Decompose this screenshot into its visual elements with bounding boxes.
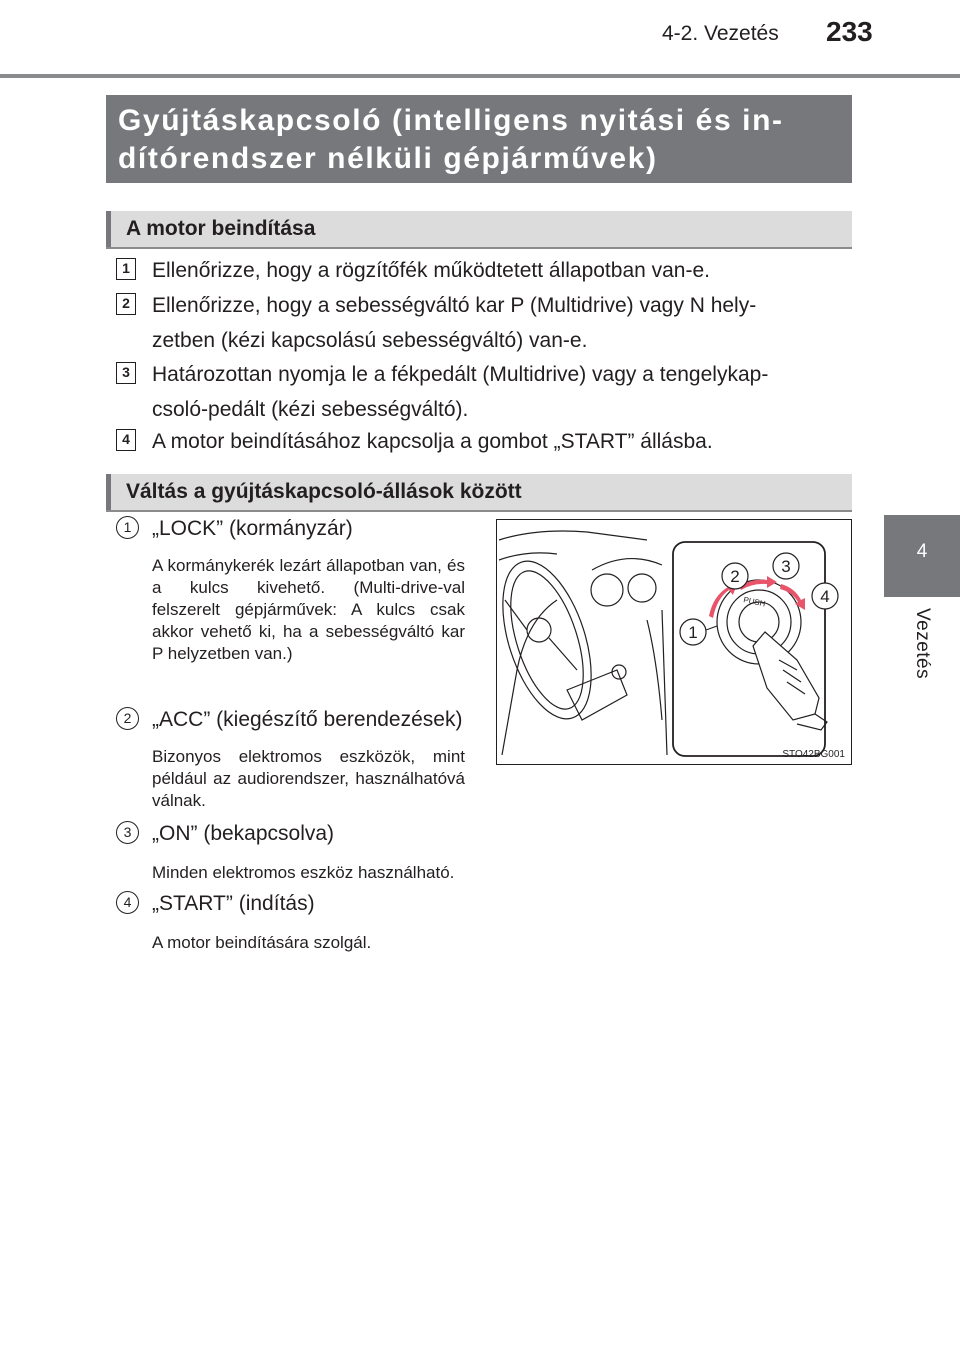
position-title: „ON” (bekapcsolva) — [152, 822, 335, 845]
page-title-line: Gyújtáskapcsoló (intelligens nyitási és in- — [118, 104, 784, 137]
step-line: Ellenőrizze, hogy a rögzítőfék működtetett állapotban van-e. — [152, 259, 710, 282]
step-text — [152, 253, 849, 288]
ignition-switch-illustration — [496, 519, 852, 765]
step-text — [152, 357, 849, 427]
chapter-label: Vezetés — [912, 608, 933, 680]
gauge-right — [628, 574, 656, 602]
section-heading-text: A motor beindítása — [126, 217, 316, 240]
step-line: Ellenőrizze, hogy a sebességváltó kar P (Multidrive) vagy N hely- — [152, 294, 757, 317]
step-line: A motor beindításához kapcsolja a gombot „START” állásba. — [152, 430, 713, 453]
section-heading-bar — [106, 474, 111, 510]
chapter-number: 4 — [916, 541, 928, 562]
callout-number: 1 — [688, 623, 698, 642]
chapter-tab — [884, 515, 960, 597]
position-number-badge: 1 — [116, 516, 139, 539]
section-heading-text: Váltás a gyújtáskapcsoló-állások között — [126, 480, 522, 503]
position-description: Bizonyos elektromos eszközök, mint például az audiorendszer, használhatóvá válnak. — [152, 747, 465, 810]
step-line: zetben (kézi kapcsolású sebességváltó) van-e. — [152, 329, 588, 352]
position-number-badge: 4 — [116, 891, 139, 914]
section-heading-switch-positions — [106, 474, 852, 512]
step-line: Határozottan nyomja le a fékpedált (Multidrive) vagy a tengelykap- — [152, 363, 769, 386]
dashboard-line — [499, 553, 557, 560]
position-description: A kormánykerék lezárt állapotban van, és a kulcs kivehető. (Multi-drive-val felszerelt gépjárművek: A kulcs csak akkor vehető ki, ha a sebességváltó kar P helyzetben van.) — [152, 556, 465, 663]
step-number-badge: 2 — [116, 293, 136, 315]
push-label: PUSH — [742, 595, 767, 609]
gauge-left — [591, 574, 623, 606]
page-number: 233 — [826, 16, 873, 47]
step-number-badge: 4 — [116, 429, 136, 451]
ignition-illustration-svg — [497, 520, 850, 763]
page-title-line: dítórendszer nélküli gépjárművek) — [118, 142, 658, 175]
callout-number: 4 — [820, 587, 830, 606]
position-number-badge: 3 — [116, 821, 139, 844]
step-line: csoló-pedált (kézi sebességváltó). — [152, 398, 469, 421]
header-rule — [0, 74, 960, 78]
section-heading-engine-start — [106, 211, 852, 249]
dashboard-panel-line — [647, 610, 667, 755]
step-number-badge: 3 — [116, 362, 136, 384]
step-text — [152, 288, 849, 358]
steering-wheel-spoke — [505, 600, 577, 670]
section-heading-bar — [106, 211, 111, 247]
callout-number: 2 — [730, 567, 740, 586]
position-title: „ACC” (kiegészítő berendezések) — [152, 708, 463, 731]
page-title — [106, 95, 852, 183]
step-number-badge: 1 — [116, 258, 136, 280]
ignition-location — [612, 665, 626, 679]
position-title: „START” (indítás) — [152, 892, 315, 915]
position-description: A motor beindítására szolgál. — [152, 933, 372, 952]
steering-column-cover — [567, 670, 627, 720]
dashboard-line — [499, 531, 647, 540]
position-number-badge: 2 — [116, 707, 139, 730]
zoom-inset-box — [673, 542, 825, 756]
header-section-title: 4-2. Vezetés — [662, 22, 779, 45]
steering-wheel-rim — [497, 550, 608, 729]
position-description: Minden elektromos eszköz használható. — [152, 863, 455, 882]
cluster-hood — [592, 559, 662, 570]
position-title: „LOCK” (kormányzár) — [152, 517, 353, 540]
step-text — [152, 424, 849, 459]
figure-code: STO42BG001 — [782, 749, 845, 760]
callout-number: 3 — [781, 557, 791, 576]
